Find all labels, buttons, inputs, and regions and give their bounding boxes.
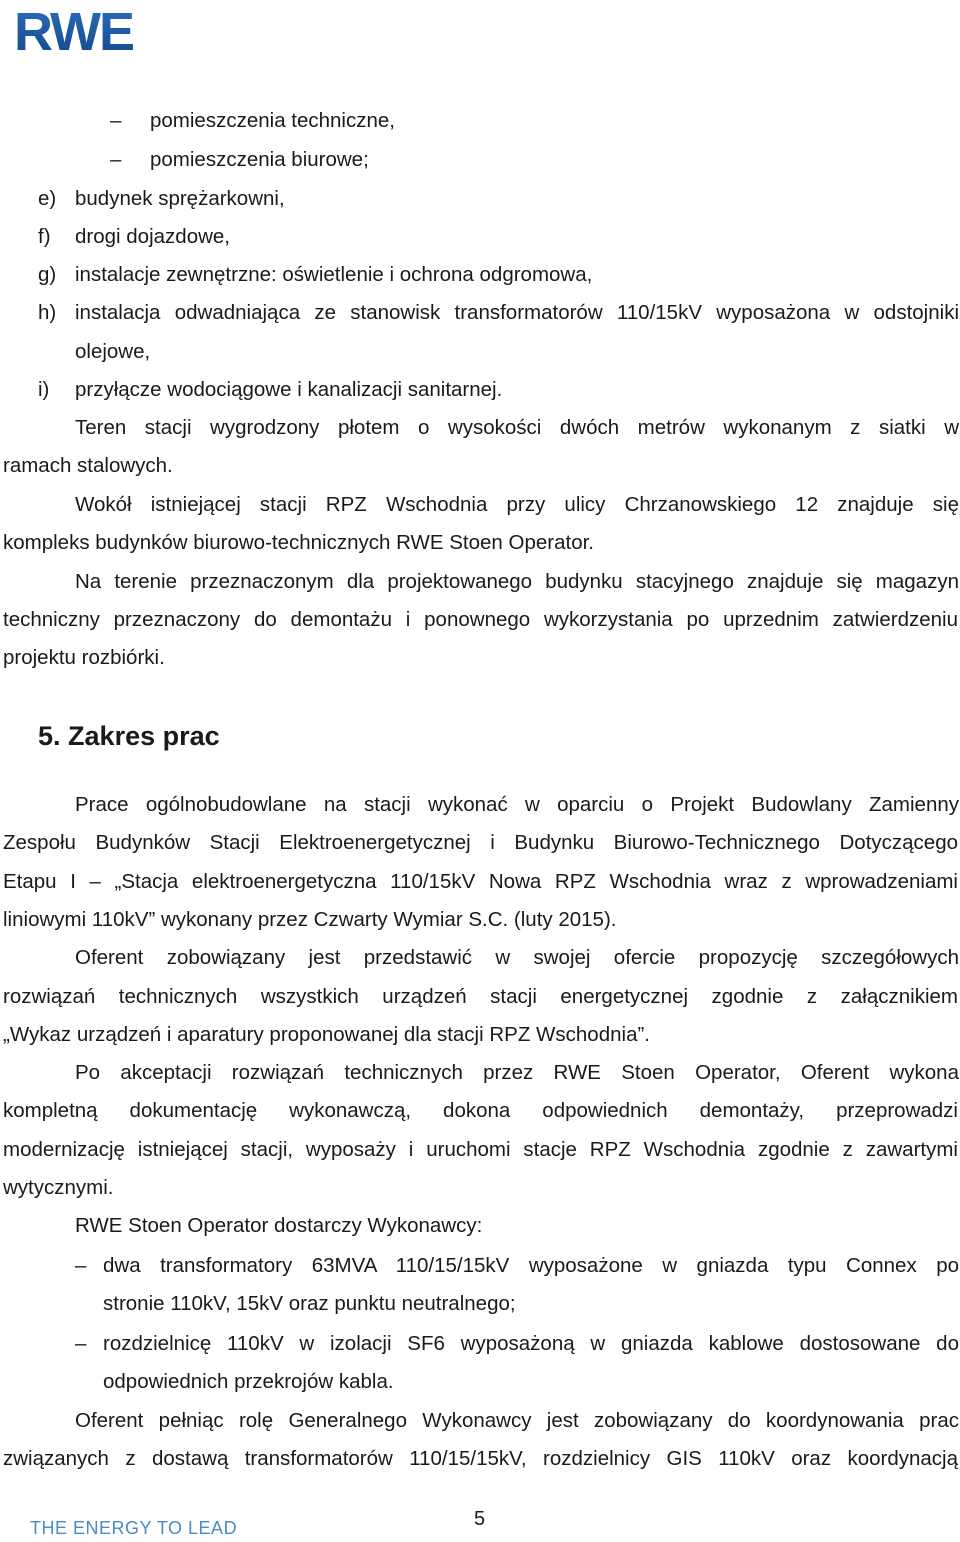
list-item: pomieszczenia techniczne, bbox=[150, 109, 395, 132]
paragraph-line: Po akceptacji rozwiązań technicznych przez RWE Stoen Operator, Oferent wykona bbox=[75, 1061, 959, 1084]
list-marker: – bbox=[110, 109, 122, 132]
list-item: rozdzielnicę 110kV w izolacji SF6 wyposażoną w gniazda kablowe dostosowane do bbox=[103, 1332, 959, 1355]
paragraph-line: techniczny przeznaczony do demontażu i ponownego wykorzystania po uprzednim zatwierdzeniu bbox=[3, 608, 958, 631]
list-item: pomieszczenia biurowe; bbox=[150, 148, 369, 171]
paragraph-line: liniowymi 110kV” wykonany przez Czwarty Wymiar S.C. (luty 2015). bbox=[3, 908, 617, 931]
paragraph-line: Etapu I – „Stacja elektroenergetyczna 110/15kV Nowa RPZ Wschodnia wraz z wprowadzeniami bbox=[3, 870, 958, 893]
paragraph-line: kompletną dokumentację wykonawczą, dokona odpowiednich demontaży, przeprowadzi bbox=[3, 1099, 958, 1122]
paragraph-line: rozwiązań technicznych wszystkich urządzeń stacji energetycznej zgodnie z załącznikiem bbox=[3, 985, 958, 1008]
list-item: dwa transformatory 63MVA 110/15/15kV wyposażone w gniazda typu Connex po bbox=[103, 1254, 959, 1277]
paragraph-line: RWE Stoen Operator dostarczy Wykonawcy: bbox=[75, 1214, 483, 1237]
paragraph-line: kompleks budynków biurowo-technicznych RWE Stoen Operator. bbox=[3, 531, 594, 554]
list-marker: – bbox=[110, 148, 122, 171]
paragraph-line: Wokół istniejącej stacji RPZ Wschodnia przy ulicy Chrzanowskiego 12 znajduje się bbox=[75, 493, 959, 516]
list-marker: – bbox=[75, 1332, 87, 1355]
page-number: 5 bbox=[474, 1508, 486, 1530]
footer-tagline: THE ENERGY TO LEAD bbox=[30, 1518, 238, 1538]
paragraph-line: modernizację istniejącej stacji, wyposaży i uruchomi stacje RPZ Wschodnia zgodnie z zawartymi bbox=[3, 1138, 958, 1161]
svg-text:RWE: RWE bbox=[14, 6, 134, 62]
list-item: przyłącze wodociągowe i kanalizacji sanitarnej. bbox=[75, 378, 503, 401]
list-item-continuation: stronie 110kV, 15kV oraz punktu neutralnego; bbox=[103, 1292, 516, 1315]
paragraph-line: ramach stalowych. bbox=[3, 454, 173, 477]
paragraph-line: wytycznymi. bbox=[3, 1176, 114, 1199]
paragraph-line: projektu rozbiórki. bbox=[3, 646, 165, 669]
rwe-logo bbox=[14, 6, 176, 62]
paragraph-line: Na terenie przeznaczonym dla projektowanego budynku stacyjnego znajduje się magazyn bbox=[75, 570, 959, 593]
list-item-continuation: olejowe, bbox=[75, 340, 151, 363]
paragraph-line: Oferent zobowiązany jest przedstawić w swojej ofercie propozycję szczegółowych bbox=[75, 946, 959, 969]
section-title: Zakres prac bbox=[68, 721, 220, 751]
list-marker: g) bbox=[38, 263, 57, 286]
paragraph-line: Prace ogólnobudowlane na stacji wykonać w oparciu o Projekt Budowlany Zamienny bbox=[75, 793, 959, 816]
list-marker: – bbox=[75, 1254, 87, 1277]
paragraph-line: „Wykaz urządzeń i aparatury proponowanej dla stacji RPZ Wschodnia”. bbox=[3, 1023, 650, 1046]
list-marker: e) bbox=[38, 187, 57, 210]
rwe-logo-graphic bbox=[14, 6, 176, 62]
list-marker: h) bbox=[38, 301, 57, 324]
list-item: budynek sprężarkowni, bbox=[75, 187, 285, 210]
paragraph-line: Teren stacji wygrodzony płotem o wysokości dwóch metrów wykonanym z siatki w bbox=[75, 416, 959, 439]
paragraph-line: Zespołu Budynków Stacji Elektroenergetycznej i Budynku Biurowo-Technicznego Dotyczącego bbox=[3, 831, 958, 854]
section-heading bbox=[38, 720, 220, 752]
list-marker: f) bbox=[38, 225, 51, 248]
paragraph-line: Oferent pełniąc rolę Generalnego Wykonawcy jest zobowiązany do koordynowania prac bbox=[75, 1409, 959, 1432]
list-item: instalacja odwadniająca ze stanowisk transformatorów 110/15kV wyposażona w odstojniki bbox=[75, 301, 959, 324]
section-number: 5. bbox=[38, 721, 61, 751]
list-marker: i) bbox=[38, 378, 50, 401]
list-item-continuation: odpowiednich przekrojów kabla. bbox=[103, 1370, 394, 1393]
paragraph-line: związanych z dostawą transformatorów 110/15/15kV, rozdzielnicy GIS 110kV oraz koordynacją bbox=[3, 1447, 958, 1470]
list-item: instalacje zewnętrzne: oświetlenie i ochrona odgromowa, bbox=[75, 263, 593, 286]
list-item: drogi dojazdowe, bbox=[75, 225, 230, 248]
